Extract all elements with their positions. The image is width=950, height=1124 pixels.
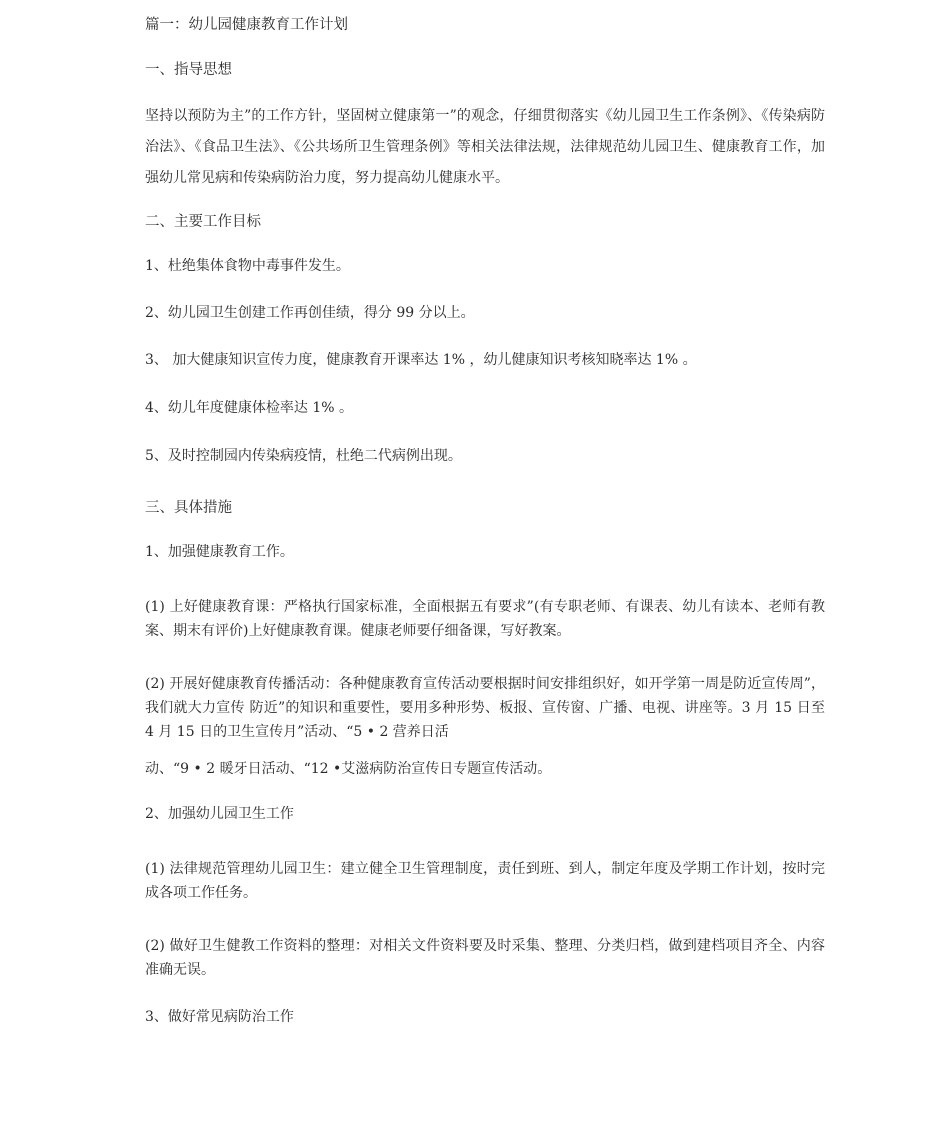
- document-title: 篇一：幼儿园健康教育工作计划: [145, 17, 348, 33]
- goal-item-2: 2、幼儿园卫生创建工作再创佳绩，得分 99 分以上。: [145, 305, 475, 321]
- section-heading-guiding-ideology: 一、指导思想: [145, 62, 232, 78]
- guiding-ideology-paragraph: 坚持以预防为主”的工作方针，坚固树立健康第一”的观念，仔细贯彻落实《幼儿园卫生工作条例》、《传染病防治法》、《食品卫生法》、《公共场所卫生管理条例》等相关法律法规，法律规范幼儿园卫生、健康教育工作，加强幼儿常见病和传染病防治力度，努力提高幼儿健康水平。: [145, 108, 825, 186]
- section-heading-main-goals: 二、主要工作目标: [145, 214, 261, 230]
- measure-heading-health-education: 1、加强健康教育工作。: [145, 544, 294, 560]
- measure-health-education-item-2-continued: 动、“9 • 2 暖牙日活动、“12 •艾滋病防治宣传日专题宣传活动。: [145, 761, 552, 777]
- measure-hygiene-work-item-2: (2) 做好卫生健教工作资料的整理：对相关文件资料要及时采集、整理、分类归档，做到建档项目齐全、内容准确无误。: [145, 938, 825, 978]
- measure-health-education-item-1: (1) 上好健康教育课：严格执行国家标准，全面根据五有要求”(有专职老师、有课表、幼儿有读本、老师有教案、期末有评价)上好健康教育课。健康老师要仔细备课，写好教案。: [145, 599, 825, 639]
- goal-item-1: 1、杜绝集体食物中毒事件发生。: [145, 258, 350, 274]
- goal-item-5: 5、及时控制园内传染病疫情，杜绝二代病例出现。: [145, 448, 462, 464]
- measure-health-education-item-2: (2) 开展好健康教育传播活动：各种健康教育宣传活动要根据时间安排组织好，如开学第一周是防近宣传周”，我们就大力宣传 防近”的知识和重要性，要用多种形势、板报、宣传窗、广播、电视、讲座等。3 月 15 日至 4 月 15 日的卫生宣传月”活动、“5 • 2 营养日活: [145, 676, 825, 740]
- measure-heading-common-disease-prevention: 3、做好常见病防治工作: [145, 1009, 294, 1025]
- goal-item-3: 3、 加大健康知识宣传力度，健康教育开课率达 1% ，幼儿健康知识考核知晓率达 1% 。: [145, 352, 697, 368]
- measure-hygiene-work-item-1: (1) 法律规范管理幼儿园卫生：建立健全卫生管理制度，责任到班、到人，制定年度及学期工作计划，按时完成各项工作任务。: [145, 861, 825, 901]
- section-heading-specific-measures: 三、具体措施: [145, 500, 232, 516]
- goal-item-4: 4、幼儿年度健康体检率达 1% 。: [145, 400, 354, 416]
- measure-heading-hygiene-work: 2、加强幼儿园卫生工作: [145, 806, 294, 822]
